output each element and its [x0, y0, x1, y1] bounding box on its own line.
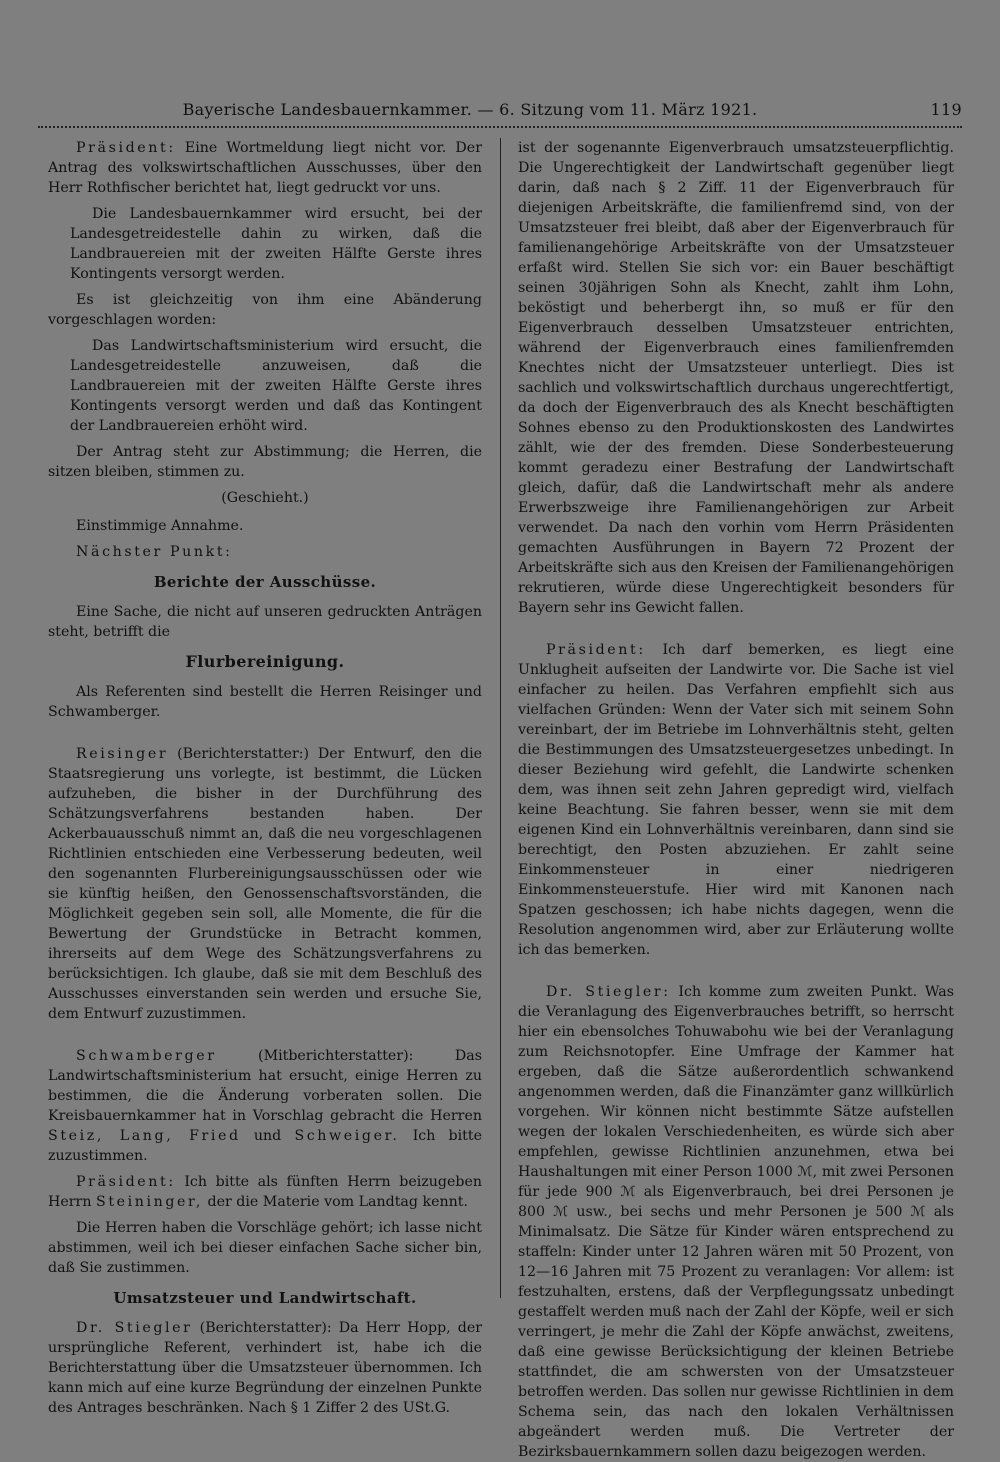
speaker-name: Präsident: [546, 642, 646, 658]
paragraph: ist der sogenannte Eigenverbrauch umsatzsteuerpflichtig. Die Ungerechtigkeit der Landwirtschaft gegenüber liegt darin, daß nach § 2 Ziff. 11 der Eigenverbrauch für diejenigen Arbeitskräfte, die familienfremd sind, von der Umsatzsteuer frei bleibt, daß aber der Eigenverbrauch für familienangehörige Arbeitskräfte von der Umsatzsteuer erfaßt wird. Stellen Sie sich vor: ein Bauer beschäftigt seinen 30jährigen Sohn als Knecht, zahlt ihm Lohn, beköstigt und beherbergt ihn, so muß er für den Eigenverbrauch desselben Umsatzsteuer entrichten, während der Eigenverbrauch eines familienfremden Knechtes nicht der Umsatzsteuer unterliegt. Dies ist sachlich und volkswirtschaftlich durchaus ungerechtfertigt, da doch der Eigenverbrauch des als Knecht beschäftigten Sohnes ebenso zu den Produktionskosten des Landwirtes zählt, wie der des fremden. Diese Sonderbesteuerung kommt geradezu einer Bestrafung der Landwirtschaft gleich, dafür, daß die Landwirtschaft mehr als andere Erwerbszweige ihre Familienangehörigen zur Arbeit verwendet. Da nach den vorhin vom Herrn Präsidenten gemachten Ausführungen in Bayern 72 Prozent der Arbeitskräfte sich aus den Kreisen der Familienangehörigen rekrutieren, würde diese Ungerechtigkeit besonders für Bayern sehr ins Gewicht fallen. [518, 140, 954, 616]
left-column [48, 138, 483, 1416]
member-name: Steininger, [96, 1194, 203, 1210]
motion-text: Die Landesbauernkammer wird ersucht, bei der Landesgetreidestelle dahin zu wirken, daß die Landbrauereien mit der zweiten Hälfte Gerste ihres Kontingents versorgt werden. [70, 206, 482, 282]
paragraph: Der Antrag steht zur Abstimmung; die Herren, die sitzen bleiben, stimmen zu. [48, 444, 482, 480]
page-number: 119 [930, 100, 962, 119]
agenda-label: Nächster Punkt: [76, 544, 233, 560]
paragraph: Die Herren haben die Vorschläge gehört; ich lasse nicht abstimmen, weil ich bei dieser einfachen Sache sicher bin, daß Sie zustimmen. [48, 1220, 482, 1276]
paragraph [48, 1172, 482, 1212]
section-heading: Umsatzsteuer und Landwirtschaft. [113, 1289, 417, 1307]
speaker-name: Dr. Stiegler [76, 1320, 193, 1336]
section-heading: Flurbereinigung. [185, 652, 345, 671]
member-names: Steiz, Lang, Fried [48, 1128, 241, 1144]
paragraph [518, 640, 954, 960]
header-rule [38, 126, 962, 128]
paragraph [48, 1318, 482, 1418]
paragraph-text: der die Materie vom Landtag kennt. [207, 1194, 468, 1210]
paragraph-text: Ich bitte zuzustimmen. [48, 1128, 482, 1164]
speaker-name: Dr. Stiegler: [546, 984, 671, 1000]
paragraph: Eine Sache, die nicht auf unseren gedruckten Anträgen steht, betrifft die [48, 604, 482, 640]
paragraph-text: Ich komme zum zweiten Punkt. Was die Veranlagung des Eigenverbrauches betrifft, so herrscht hier ein ebensolches Tohuwabohu wie bei der Veranlagung zum Reichsnotopfer. Eine Umfrage der Kammer hat ergeben, daß die Sätze außerordentlich schwankend angenommen werden, daß die Finanzämter ganz willkürlich vorgehen. Wir können nicht bestimmte Sätze aufstellen wegen der lokalen Verschiedenheiten, es würde sich aber empfehlen, gewisse Richtlinien anzunehmen, etwa bei Haushaltungen mit einer Person 1000 ℳ, mit zwei Personen für jede 900 ℳ als Eigenverbrauch, bei drei Personen je 800 ℳ usw., bei sechs und mehr Personen je 500 ℳ als Minimalsatz. Die Sätze für Kinder wären entsprechend zu staffeln: Kinder unter 12 Jahren wären mit 50 Prozent, von 12—16 Jahren mit 75 Prozent zu veranlagen: Vor allem: ist festzuhalten, erstens, daß der Verpflegungssatz unbedingt gestaffelt werden muß nach der Zahl der Köpfe, weil er sich verringert, je mehr die Zahl der Köpfe anwächst, zweitens, daß eine gewisse Berücksichtigung der kleinen Betriebe stattfindet, die am schwersten von der Umsatzsteuer betroffen werden. Das sollen nur gewisse Richtlinien in dem Schema sein, das nach den lokalen Verhältnissen abgeändert werden muß. Die Vertreter der Bezirksbauernkammern sollen dazu beigezogen werden. [518, 984, 954, 1460]
speaker-name: Präsident: [76, 140, 176, 156]
paragraph [48, 744, 482, 1024]
paragraph-text: Eine Wortmeldung liegt nicht vor. Der Antrag des volkswirtschaftlichen Ausschusses, über den Herr Rothfischer berichtet hat, liegt gedruckt vor uns. [48, 140, 482, 196]
speaker-name: Reisinger [76, 746, 169, 762]
speaker-name: Präsident: [76, 1174, 176, 1190]
paragraph [48, 542, 482, 562]
paragraph [48, 138, 482, 198]
paragraph: Einstimmige Annahme. [76, 518, 244, 534]
paragraph: Als Referenten sind bestellt die Herren Reisinger und Schwamberger. [48, 684, 482, 720]
running-title: Bayerische Landesbauernkammer. — 6. Sitzung vom 11. März 1921. [182, 100, 758, 119]
paragraph [518, 982, 954, 1462]
paragraph-text: (Mitberichterstatter): Das Landwirtschaftsministerium hat ersucht, einige Herren zu bestimmen, die die Änderung vorberaten sollen. Die Kreisbauernkammer hat in Vorschlag gebracht die Herren [48, 1048, 482, 1124]
paragraph-text: (Berichterstatter): Da Herr Hopp, der ursprüngliche Referent, verhindert ist, habe ich die Berichterstattung über die Umsatzsteuer übernommen. Ich kann mich auf eine kurze Begründung der einzelnen Punkte des Antrages beschränken. Nach § 1 Ziffer 2 des USt.G. [48, 1320, 483, 1416]
paragraph: Es ist gleichzeitig von ihm eine Abänderung vorgeschlagen worden: [48, 292, 482, 328]
paragraph-text: (Berichterstatter:) Der Entwurf, den die Staatsregierung uns vorlegte, ist bestimmt, die Lücken aufzuheben, die bisher in der Durchführung des Schätzungsverfahrens bestanden haben. Der Ackerbauausschuß nimmt an, daß die neu vorgeschlagenen Richtlinien entschieden eine Verbesserung bedeuten, weil den sogenannten Flurbereinigungsausschüssen oder wie sie künftig heißen, den Genossenschaftsvorständen, die Möglichkeit gegeben sein soll, alle Momente, die für die Bewertung der Grundstücke in Betracht kommen, ihrerseits auf dem Wege des Schätzungsverfahrens zu berücksichtigen. Ich glaube, daß sie mit dem Beschluß des Ausschusses einverstanden sein werden und ersuche Sie, dem Entwurf zuzustimmen. [48, 746, 482, 1022]
member-name: Schweiger. [294, 1128, 400, 1144]
paragraph-text: Ich darf bemerken, es liegt eine Unklugheit aufseiten der Landwirte vor. Die Sache ist viel einfacher zu heilen. Das Verfahren empfiehlt sich aus vielfachen Gründen: Wenn der Vater sich mit seinem Sohn vereinbart, der im Betriebe im Lohnverhältnis steht, gelten die Bestimmungen des Umsatzsteuergesetzes unbedingt. In dieser Beziehung wird gefehlt, die Landwirte schenken dem, was ihnen seit zehn Jahren gepredigt wird, vielfach keine Beachtung. Sie fahren besser, wenn sie mit dem eigenen Kind ein Lohnverhältnis vereinbaren, dann sind sie berechtigt, den Posten abzuziehen. Er zahlt seine Einkommensteuer in einer niedrigeren Einkommensteuerstufe. Hier wird mit Kanonen nach Spatzen geschossen; ich habe nichts dagegen, wenn die Resolution angenommen wird, aber zur Erläuterung wollte ich das bemerken. [518, 642, 954, 958]
motion-text: Das Landwirtschaftsministerium wird ersucht, die Landesgetreidestelle anzuweisen, daß die Landbrauereien mit der zweiten Hälfte Gerste ihres Kontingents versorgt werden und daß das Kontingent der Landbrauereien erhöht wird. [70, 338, 482, 434]
paragraph [48, 1046, 482, 1166]
right-column [518, 138, 954, 1460]
section-heading: Berichte der Ausschüsse. [153, 573, 377, 591]
speaker-name: Schwamberger [76, 1048, 217, 1064]
column-divider [500, 138, 501, 1298]
stage-direction: (Geschieht.) [221, 490, 309, 506]
paragraph-text: Ich bitte als fünften Herrn beizugeben Herrn [48, 1174, 482, 1210]
page-header [38, 100, 962, 124]
paragraph-text: und [253, 1128, 282, 1144]
